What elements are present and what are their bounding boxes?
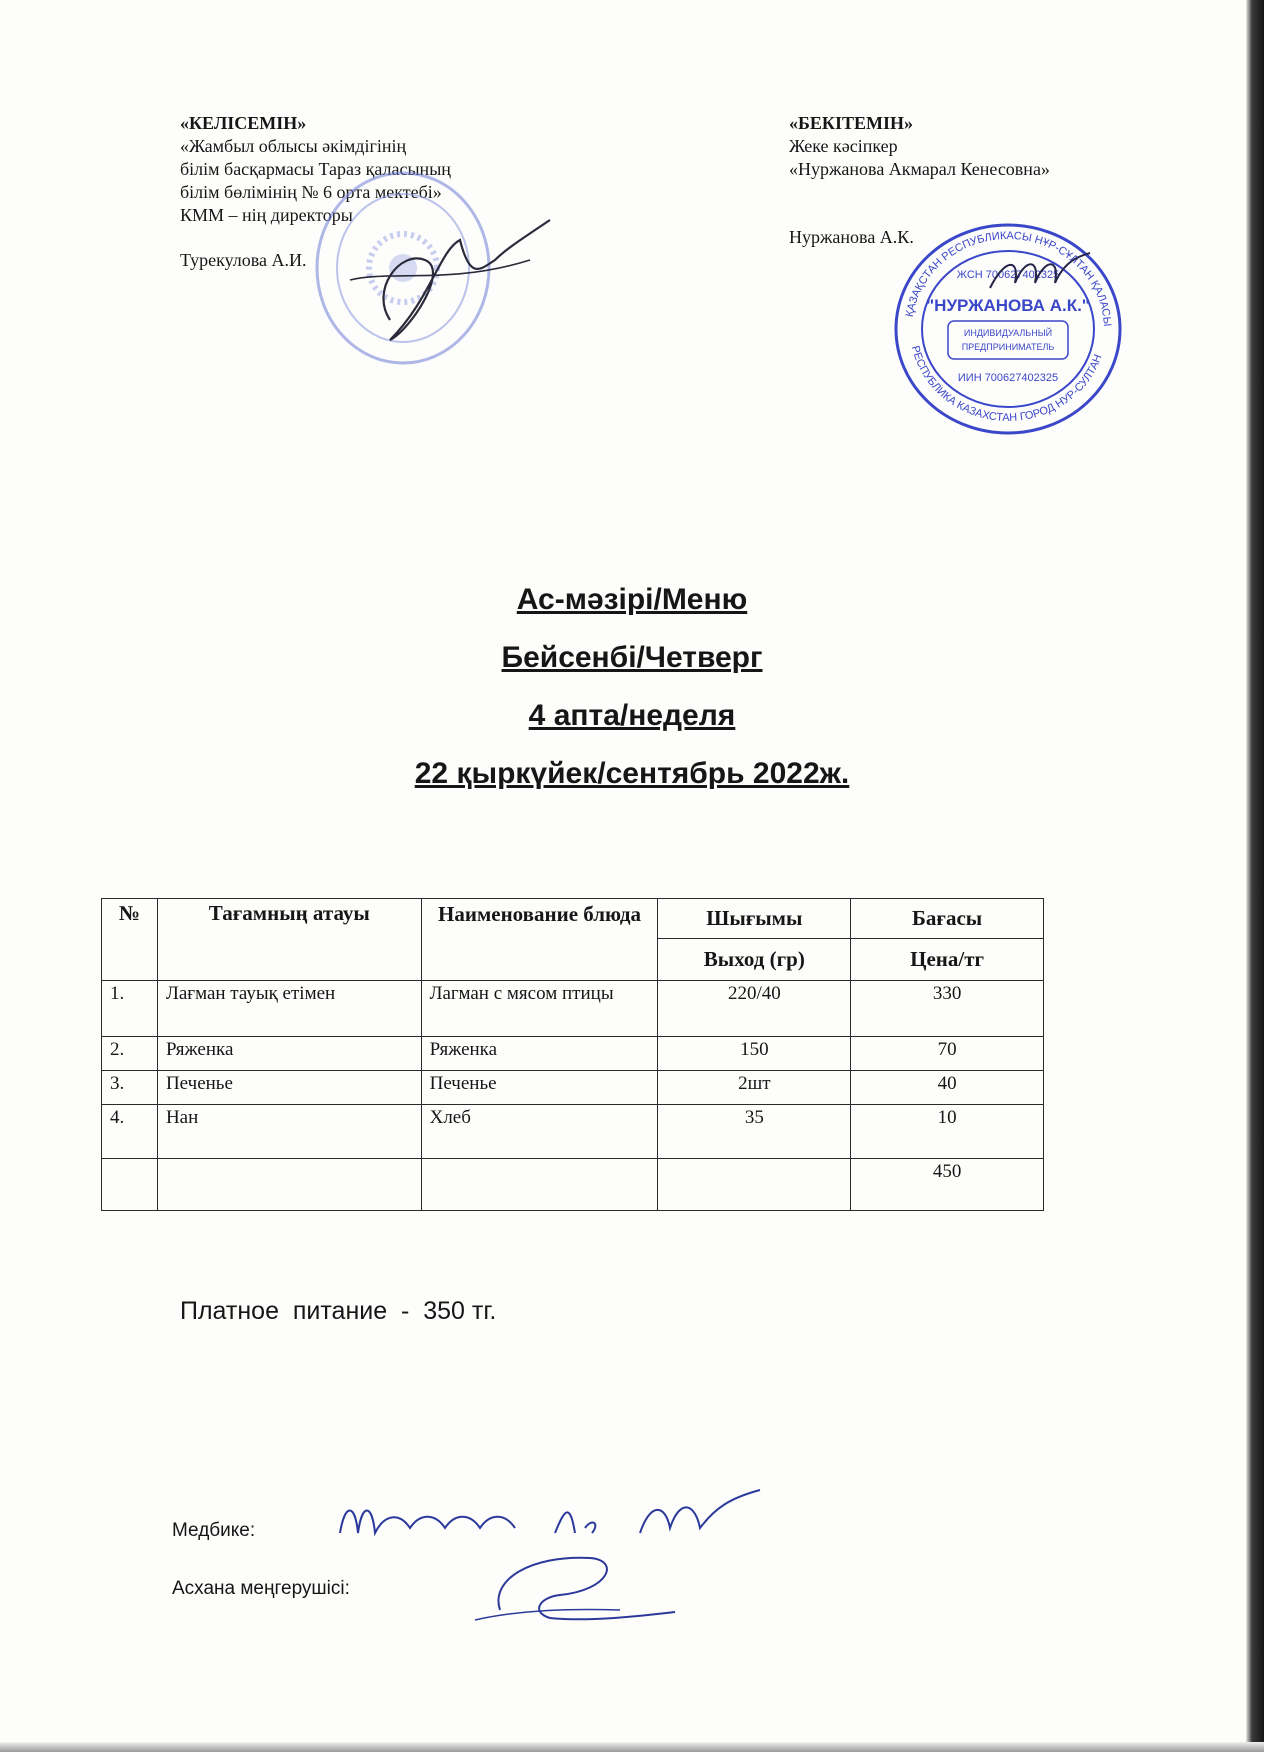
stamp-type-line2: ПРЕДПРИНИМАТЕЛЬ: [961, 342, 1055, 352]
approval-right-line: «Нуржанова Акмарал Кенесовна»: [789, 159, 1050, 179]
approval-left-heading: «КЕЛІСЕМІН»: [180, 113, 307, 133]
approval-left-line: КММ – нің директоры: [180, 205, 353, 225]
cell-num: 4.: [102, 1105, 158, 1159]
menu-week: 4 апта/неделя: [528, 699, 736, 732]
entrepreneur-signature: [985, 248, 1095, 308]
header-price-ru: Цена/тг: [851, 939, 1044, 981]
cell-name-kz: Лағман тауық етімен: [157, 981, 421, 1037]
cell-name-kz: Печенье: [157, 1071, 421, 1105]
table-row: [102, 981, 1044, 1037]
table-total-row: [102, 1159, 1044, 1211]
stamp-center-name: "НУРЖАНОВА А.К.": [926, 296, 1090, 315]
cell-num: 3.: [102, 1071, 158, 1105]
stamp-type-line1: ИНДИВИДУАЛЬНЫЙ: [963, 328, 1053, 338]
table-row: [102, 1105, 1044, 1159]
approval-left-line: білім басқармасы Тараз қаласының: [180, 159, 451, 179]
menu-titles: [0, 578, 1264, 810]
scan-bottom-edge: [0, 1742, 1264, 1752]
stamp-ring-top: ҚАЗАҚСТАН РЕСПУБЛИКАСЫ НҰР-СҰЛТАН ҚАЛАСЫ: [903, 229, 1114, 327]
approval-right-signer: Нуржанова А.К.: [789, 227, 914, 247]
header-name-ru: Наименование блюда: [421, 899, 658, 981]
menu-title: Ас-мәзірі/Меню: [516, 583, 748, 616]
header-price-kz: Бағасы: [851, 899, 1044, 939]
approval-left-line: білім бөлімінің № 6 орта мектебі»: [180, 182, 442, 202]
cell-num: 2.: [102, 1037, 158, 1071]
cell-name-ru: Печенье: [421, 1071, 658, 1105]
approval-left-signer: Турекулова А.И.: [180, 250, 307, 270]
cell-output: 150: [658, 1037, 851, 1071]
menu-day: Бейсенбі/Четверг: [501, 641, 763, 674]
menu-date: 22 қыркүйек/сентябрь 2022ж.: [414, 757, 850, 790]
table-row: [102, 1071, 1044, 1105]
cell-price: 40: [851, 1071, 1044, 1105]
header-num: №: [102, 899, 158, 981]
cell-price: 70: [851, 1037, 1044, 1071]
cell-name-kz: Нан: [157, 1105, 421, 1159]
cell-name-ru: Хлеб: [421, 1105, 658, 1159]
cell-output: 35: [658, 1105, 851, 1159]
stamp-ring-bottom: РЕСПУБЛИКА КАЗАХСТАН ГОРОД НУР-СУЛТАН: [908, 344, 1105, 425]
cell-name-ru: Ряженка: [421, 1037, 658, 1071]
table-row: [102, 1037, 1044, 1071]
canteen-manager-signature: [470, 1550, 680, 1630]
cell-output: 220/40: [658, 981, 851, 1037]
cell-num: 1.: [102, 981, 158, 1037]
paid-meal-note: Платное питание - 350 тг.: [180, 1297, 497, 1325]
menu-table: [101, 898, 1044, 1211]
header-output-ru: Выход (гр): [658, 939, 851, 981]
approval-right-heading: «БЕКІТЕМІН»: [789, 113, 913, 133]
approval-left-line: «Жамбыл облысы әкімдігінің: [180, 136, 407, 156]
cell-output: 2шт: [658, 1071, 851, 1105]
header-name-kz: Тағамның атауы: [157, 899, 421, 981]
canteen-manager-label: Асхана меңгерушісі:: [172, 1578, 350, 1599]
director-signature: [330, 210, 560, 350]
approval-right-line: Жеке кәсіпкер: [789, 136, 898, 156]
stamp-iin-top: ЖСН 700627402325: [956, 269, 1060, 281]
cell-price: 10: [851, 1105, 1044, 1159]
stamp-iin-bottom: ИИН 700627402325: [957, 372, 1059, 384]
nurse-label: Медбике:: [172, 1520, 256, 1541]
cell-price: 330: [851, 981, 1044, 1037]
cell-name-ru: Лагман с мясом птицы: [421, 981, 658, 1037]
scan-page-edge: [1246, 0, 1264, 1752]
cell-name-kz: Ряженка: [157, 1037, 421, 1071]
cell-total: 450: [851, 1159, 1044, 1211]
nurse-signature: [330, 1488, 770, 1558]
header-output-kz: Шығымы: [658, 899, 851, 939]
